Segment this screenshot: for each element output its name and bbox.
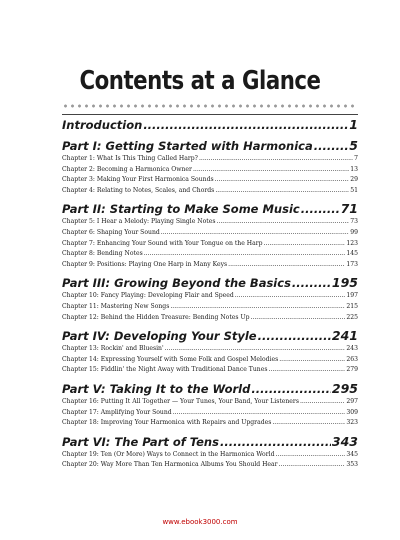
toc-entry-label: Chapter 18: Improving Your Harmonica with Repairs and Upgrades — [62, 419, 272, 427]
toc-chapter-entry — [62, 419, 358, 430]
toc-page-number: 353 — [346, 461, 358, 469]
toc-entry-label: Chapter 20: Way More Than Ten Harmonica Albums You Should Hear — [62, 461, 278, 469]
dot-leader — [161, 229, 349, 236]
toc-page-number: 279 — [346, 366, 358, 374]
dot-leader — [275, 451, 345, 458]
toc-chapter-entry — [62, 292, 358, 303]
toc-page-number: 73 — [350, 218, 358, 226]
toc-entry-label: Chapter 11: Mastering New Songs — [62, 302, 170, 310]
dot-leader — [144, 250, 346, 257]
toc-page-number: 343 — [331, 433, 358, 449]
toc-page-number: 173 — [346, 260, 358, 268]
toc-part-entry — [62, 201, 358, 218]
toc-part-entry — [62, 381, 358, 398]
toc-chapter-entry — [62, 451, 358, 462]
toc-chapter-entry — [62, 155, 358, 166]
toc-entry-label: Chapter 6: Shaping Your Sound — [62, 228, 160, 236]
toc-chapter-entry — [62, 303, 358, 314]
toc-chapter-entry — [62, 345, 358, 356]
dot-leader — [173, 409, 346, 416]
dot-leader — [170, 303, 345, 310]
dot-leader — [292, 276, 331, 290]
dot-leader — [279, 461, 346, 468]
toc-page-number: 225 — [346, 313, 358, 321]
toc-chapter-entry — [62, 187, 358, 198]
toc-chapter-entry — [62, 218, 358, 229]
toc-chapter-entry — [62, 261, 358, 272]
toc-page-number: 99 — [350, 228, 358, 236]
toc-entry-label: Part VI: The Part of Tens — [62, 434, 219, 449]
toc-entry-label: Chapter 13: Rockin' and Bluesin' — [62, 345, 164, 353]
toc-entry-label: Introduction — [62, 118, 143, 132]
footer-watermark: www.ebook3000.com — [162, 518, 238, 526]
toc-chapter-entry — [62, 240, 358, 251]
toc-chapter-entry — [62, 409, 358, 420]
dot-leader — [314, 139, 349, 153]
toc-chapter-entry — [62, 166, 358, 177]
toc-entry-label: Chapter 8: Bending Notes — [62, 250, 143, 258]
dot-leader — [264, 240, 346, 247]
dot-leader — [279, 356, 345, 363]
toc-chapter-entry — [62, 176, 358, 187]
toc-entry-label: Chapter 1: What Is This Thing Called Harp? — [62, 155, 198, 162]
toc-page-number: 215 — [346, 302, 358, 310]
dot-leader — [199, 155, 353, 162]
dot-leader — [258, 329, 331, 343]
dot-leader — [193, 166, 349, 173]
toc-chapter-entry — [62, 366, 358, 377]
toc-entry-label: Chapter 16: Putting It All Together — Your Tunes, Your Band, Your Listeners — [62, 397, 299, 405]
toc-page-number: 51 — [350, 186, 358, 194]
toc-chapter-entry — [62, 356, 358, 367]
toc-page-number: 1 — [349, 117, 358, 132]
dot-leader — [215, 176, 350, 183]
dot-leader — [215, 187, 349, 194]
toc-page-number: 195 — [331, 275, 358, 291]
dot-leader — [300, 398, 345, 405]
toc-entry-label: Chapter 2: Becoming a Harmonica Owner — [62, 165, 192, 173]
dot-leader — [235, 292, 346, 299]
toc-chapter-entry — [62, 314, 358, 325]
toc-entry-label: Chapter 4: Relating to Notes, Scales, and Chords — [62, 186, 215, 194]
toc-chapter-entry — [62, 229, 358, 240]
toc-page-number: 145 — [346, 250, 358, 258]
toc-page-number: 5 — [349, 138, 358, 153]
toc-entry-label: Chapter 9: Positions: Playing One Harp in Many Keys — [62, 260, 228, 268]
toc-entry-label: Part I: Getting Started with Harmonica — [62, 139, 313, 153]
toc-entry-label: Part V: Taking It to the World — [62, 381, 251, 396]
toc-page-number: 13 — [350, 165, 358, 173]
toc-entry-label: Chapter 14: Expressing Yourself with Some Folk and Gospel Melodies — [62, 355, 279, 363]
dot-leader — [268, 366, 345, 373]
toc-part-entry — [62, 328, 358, 345]
toc-page-number: 345 — [346, 450, 358, 458]
toc-entry-label: Part III: Growing Beyond the Basics — [62, 276, 291, 291]
dot-leader — [216, 218, 349, 225]
toc-page-number: 263 — [346, 355, 358, 363]
toc-entry-label: Part IV: Developing Your Style — [62, 329, 257, 344]
toc-chapter-entry — [62, 250, 358, 261]
toc-entry-label: Chapter 19: Ten (Or More) Ways to Connect in the Harmonica World — [62, 450, 275, 458]
toc-page-number: 243 — [346, 345, 358, 353]
dot-leader — [220, 435, 331, 449]
toc-page-number: 241 — [331, 328, 358, 344]
table-of-contents — [62, 114, 358, 472]
toc-page-number: 197 — [346, 292, 358, 300]
dot-leader — [251, 314, 346, 321]
toc-part-entry — [62, 138, 358, 155]
toc-entry-label: Part II: Starting to Make Some Music — [62, 202, 300, 217]
toc-page-number: 309 — [346, 408, 358, 416]
toc-entry-label: Chapter 17: Amplifying Your Sound — [62, 408, 172, 416]
toc-entry-label: Chapter 15: Fiddlin' the Night Away with Traditional Dance Tunes — [62, 366, 268, 374]
toc-part-entry — [62, 275, 358, 292]
toc-part-entry — [62, 434, 358, 451]
toc-part-entry — [62, 114, 358, 134]
toc-entry-label: Chapter 5: I Hear a Melody: Playing Single Notes — [62, 218, 216, 226]
toc-page-number: 123 — [346, 239, 358, 247]
toc-page-number: 7 — [354, 155, 358, 162]
toc-page-number: 29 — [350, 176, 358, 184]
toc-page-number: 71 — [340, 201, 358, 217]
dotted-divider — [62, 104, 358, 108]
toc-page-number: 295 — [331, 380, 358, 396]
dot-leader — [165, 345, 346, 352]
toc-entry-label: Chapter 7: Enhancing Your Sound with Your Tongue on the Harp — [62, 239, 263, 247]
toc-chapter-entry — [62, 398, 358, 409]
dot-leader — [228, 261, 345, 268]
dot-leader — [301, 202, 340, 216]
dot-leader — [143, 118, 348, 132]
toc-entry-label: Chapter 12: Behind the Hidden Treasure: Bending Notes Up — [62, 313, 250, 321]
toc-page-number: 297 — [346, 397, 358, 405]
toc-entry-label: Chapter 10: Fancy Playing: Developing Flair and Speed — [62, 292, 234, 300]
toc-chapter-entry — [62, 461, 358, 472]
dot-leader — [272, 419, 345, 426]
toc-entry-label: Chapter 3: Making Your First Harmonica Sounds — [62, 176, 214, 184]
toc-page-number: 323 — [346, 419, 358, 427]
dot-leader — [251, 382, 331, 396]
page-title: Contents at a Glance — [79, 66, 321, 96]
